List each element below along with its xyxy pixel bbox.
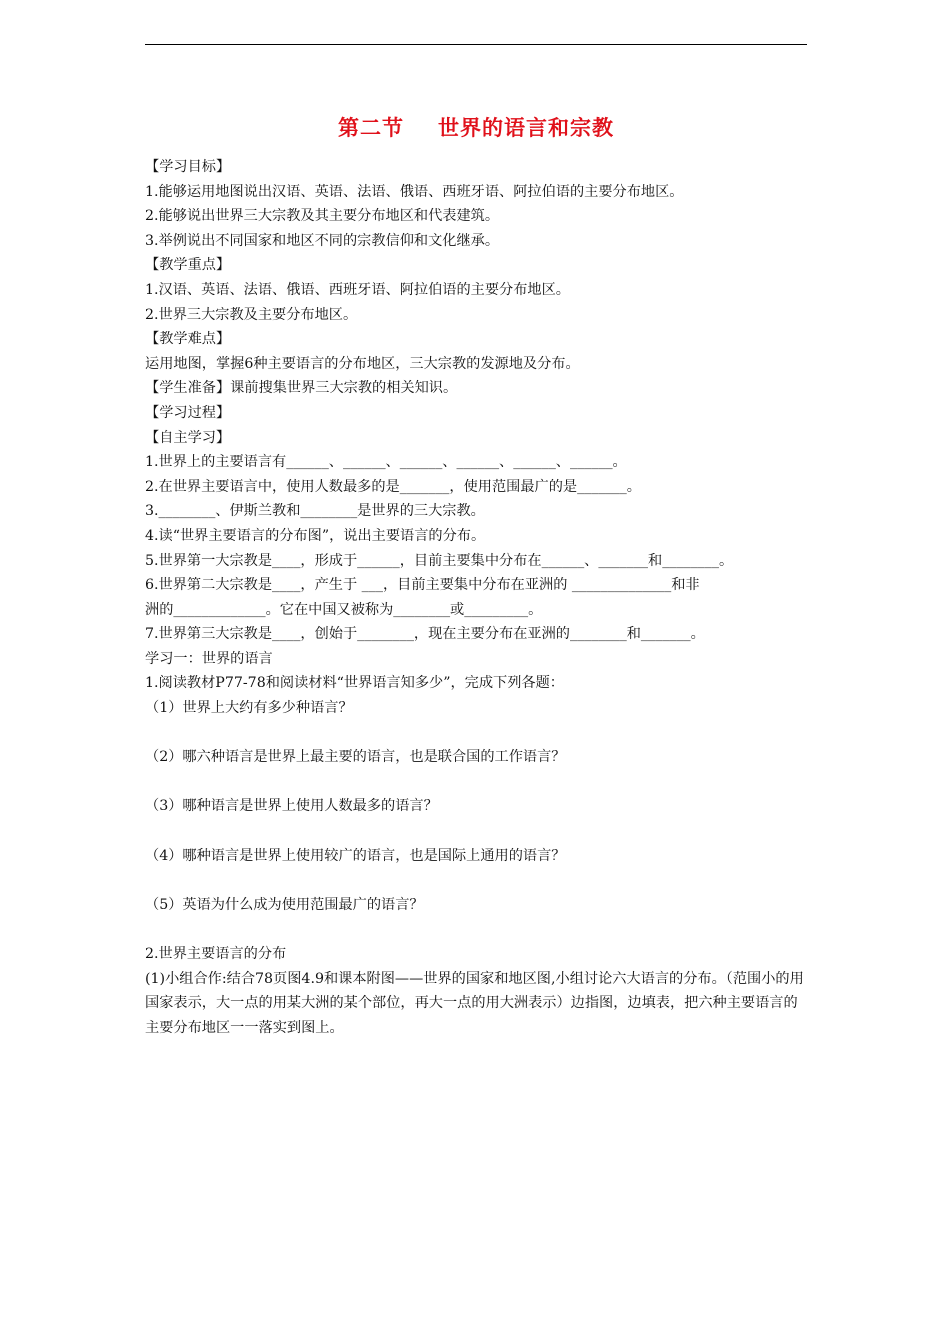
fill-question-3: 3.________、伊斯兰教和________是世界的三大宗教。 [145, 503, 485, 520]
fill-question-5: 5.世界第一大宗教是____，形成于______，目前主要集中分布在______、_______和________。 [145, 552, 734, 569]
section-number: 第二节 [338, 116, 404, 140]
fill-question-6-line-1: 6.世界第二大宗教是____，产生于 ___，目前主要集中分布在亚洲的 ______________和非 [145, 577, 700, 594]
key-point-2: 2.世界三大宗教及主要分布地区。 [145, 306, 358, 323]
header-rule [145, 44, 807, 45]
heading-process: 【学习过程】 [145, 404, 231, 421]
difficulty-text: 运用地图，掌握6种主要语言的分布地区，三大宗教的发源地及分布。 [145, 355, 580, 372]
page-title [145, 112, 807, 142]
fill-question-4: 4.读“世界主要语言的分布图”，说出主要语言的分布。 [145, 527, 486, 544]
group-task-paragraph: (1)小组合作:结合78页图4.9和课本附图——世界的国家和地区图,小组讨论六大语言的分布。（范围小的用国家表示，大一点的用某大洲的某个部位，再大一点的用大洲表示）边指图，边填表，把六种主要语言的主要分布地区一一落实到图上。 [145, 970, 804, 1036]
objective-3: 3.举例说出不同国家和地区不同的宗教信仰和文化继承。 [145, 232, 500, 249]
section-title: 世界的语言和宗教 [438, 116, 614, 140]
fill-question-2: 2.在世界主要语言中，使用人数最多的是_______，使用范围最广的是_______。 [145, 478, 641, 495]
heading-key-points: 【教学重点】 [145, 257, 231, 274]
fill-question-6-line-2: 洲的_____________。它在中国又被称为________或_________。 [145, 601, 543, 618]
fill-question-7: 7.世界第三大宗教是____，创始于________，现在主要分布在亚洲的________和_______。 [145, 626, 705, 643]
sub-question-4: （4）哪种语言是世界上使用较广的语言，也是国际上通用的语言？ [145, 847, 566, 864]
sub-question-1: （1）世界上大约有多少种语言？ [145, 700, 353, 717]
reading-task: 1.阅读教材P77-78和阅读材料“世界语言知多少”，完成下列各题： [145, 675, 564, 692]
heading-self-study: 【自主学习】 [145, 429, 231, 446]
heading-objectives: 【学习目标】 [145, 159, 231, 175]
sub-question-2: （2）哪六种语言是世界上最主要的语言，也是联合国的工作语言？ [145, 749, 566, 766]
objective-2: 2.能够说出世界三大宗教及其主要分布地区和代表建筑。 [145, 208, 500, 225]
document-body [145, 155, 809, 1040]
heading-study-one: 学习一：世界的语言 [145, 650, 273, 667]
objective-1: 1.能够运用地图说出汉语、英语、法语、俄语、西班牙语、阿拉伯语的主要分布地区。 [145, 183, 684, 200]
sub-question-3: （3）哪种语言是世界上使用人数最多的语言？ [145, 798, 438, 815]
fill-question-1: 1.世界上的主要语言有______、______、______、______、______、______。 [145, 454, 627, 471]
student-preparation: 【学生准备】课前搜集世界三大宗教的相关知识。 [145, 380, 458, 397]
heading-difficulties: 【教学难点】 [145, 331, 231, 348]
key-point-1: 1.汉语、英语、法语、俄语、西班牙语、阿拉伯语的主要分布地区。 [145, 281, 570, 298]
sub-question-5: （5）英语为什么成为使用范围最广的语言？ [145, 896, 424, 913]
language-distribution-heading: 2.世界主要语言的分布 [145, 946, 287, 962]
